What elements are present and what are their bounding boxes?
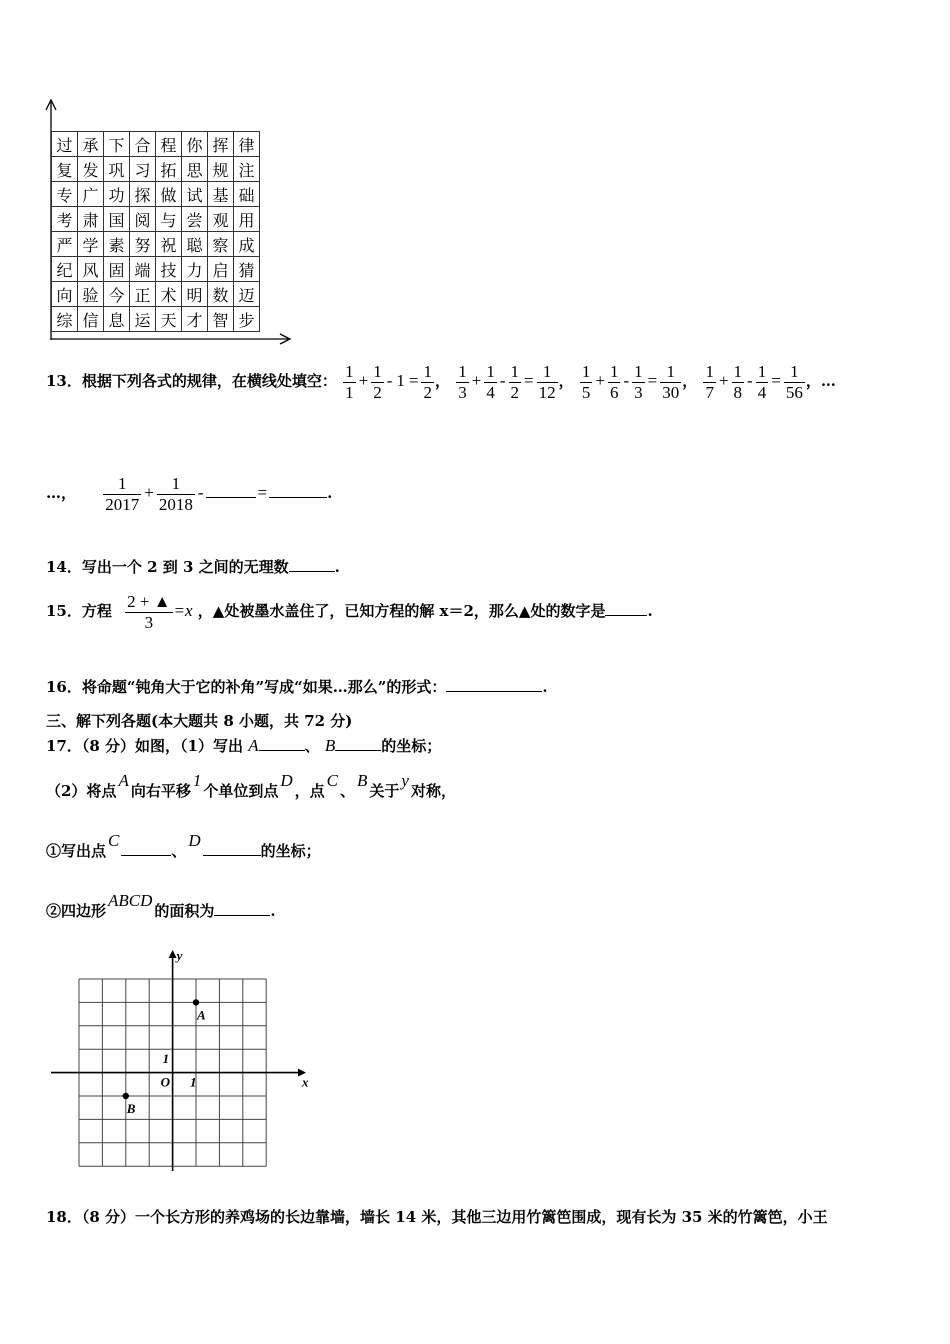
x-tick-label: 1 (190, 1074, 197, 1090)
grid-cell: 信 (78, 307, 104, 332)
answer-blank[interactable] (121, 841, 171, 856)
grid-cell: 固 (104, 257, 130, 282)
grid-cell: 正 (130, 282, 156, 307)
grid-cell: 聪 (182, 232, 208, 257)
question-16: 16．将命题“钝角大于它的补角”写成“如果…那么”的形式： . (46, 678, 548, 696)
grid-row (52, 282, 260, 307)
grid-cell: 律 (234, 132, 260, 157)
answer-blank[interactable] (335, 736, 381, 751)
grid-cell: 试 (182, 182, 208, 207)
grid-cell: 专 (52, 182, 78, 207)
grid-cell: 下 (104, 132, 130, 157)
grid-cell: 力 (182, 257, 208, 282)
grid-cell: 端 (130, 257, 156, 282)
grid-cell: 挥 (208, 132, 234, 157)
grid-cell: 明 (182, 282, 208, 307)
grid-cell: 运 (130, 307, 156, 332)
grid-cell: 迈 (234, 282, 260, 307)
grid-row (52, 307, 260, 332)
grid-cell: 才 (182, 307, 208, 332)
answer-blank[interactable] (446, 677, 542, 692)
grid-cell: 术 (156, 282, 182, 307)
question-17-part2-1: ①写出点C、D的坐标； (46, 831, 321, 860)
grid-cell: 功 (104, 182, 130, 207)
grid-cell: 注 (234, 157, 260, 182)
grid-cell: 合 (130, 132, 156, 157)
question-13-line2: …， $\frac{1}{2017}$ + $\frac{1}{2018}$ - = . (46, 474, 333, 514)
grid-row (52, 157, 260, 182)
grid-cell: 过 (52, 132, 78, 157)
grid-cell: 与 (156, 207, 182, 232)
grid-cell: 天 (156, 307, 182, 332)
answer-blank[interactable] (206, 483, 256, 498)
grid-cell: 你 (182, 132, 208, 157)
grid-cell: 础 (234, 182, 260, 207)
grid-cell: 观 (208, 207, 234, 232)
equation-rhs: =x (173, 601, 193, 621)
grid-cell: 阅 (130, 207, 156, 232)
grid-cell: 努 (130, 232, 156, 257)
fraction: $\frac{1}{3}$ (458, 362, 467, 402)
grid-cell: 尝 (182, 207, 208, 232)
grid-cell: 用 (234, 207, 260, 232)
fraction: $\frac{1}{2}$ (373, 362, 382, 402)
fraction: $\frac{1}{2018}$ (158, 474, 193, 514)
y-axis-arrow (169, 950, 177, 958)
grid-cell: 规 (208, 157, 234, 182)
grid-cell: 数 (208, 282, 234, 307)
coordinate-plane (46, 946, 316, 1176)
grid-cell: 成 (234, 232, 260, 257)
grid-row (52, 132, 260, 157)
grid-cell: 基 (208, 182, 234, 207)
fraction: $\frac{1}{3}$ (634, 362, 643, 402)
fraction: $\frac{1}{30}$ (662, 362, 680, 402)
section-title: 三、解下列各题(本大题共 8 小题，共 72 分) (46, 712, 353, 730)
point-a (193, 999, 199, 1005)
grid-cell: 祝 (156, 232, 182, 257)
grid-cell: 严 (52, 232, 78, 257)
answer-blank[interactable] (289, 557, 335, 572)
point-b (123, 1093, 129, 1099)
grid-cell: 风 (78, 257, 104, 282)
grid-cell: 程 (156, 132, 182, 157)
grid-cell: 探 (130, 182, 156, 207)
grid-cell: 习 (130, 157, 156, 182)
grid-cell: 素 (104, 232, 130, 257)
fraction: $\frac{1}{5}$ (581, 362, 591, 402)
fraction: $\frac{1}{8}$ (733, 362, 743, 402)
question-18: 18．（8 分）一个长方形的养鸡场的长边靠墙，墙长 14 米，其他三边用竹篱笆围成，现有长为 35 米的竹篱笆，小王 (46, 1208, 828, 1226)
grid-row (52, 257, 260, 282)
fraction: $\frac{1}{2017}$ (105, 474, 140, 514)
grid-cell: 智 (208, 307, 234, 332)
grid-cell: 纪 (52, 257, 78, 282)
question-13: 13．根据下列各式的规律，在横线处填空： $\frac{1}{1}$ + $\frac{1}{2}$ - 1 = $\frac{1}{2}$ ， $\frac{1}{3}$ + $\frac{1}{4}$ - $\frac{1}{2}$ = $\frac{1}{12}$ ， $\frac{1}{5}$ + $\frac{1}{6}$ - $\frac{1}{3}$ = $\frac{1}{30}$ ， $\frac{1}{7}$ + $\frac{1}{8}$ - $\frac{1}{4}$ = $\frac{1}{56}$ ，… (46, 362, 836, 402)
fraction: $\frac{1}{4}$ (486, 362, 495, 402)
grid-cell: 猜 (234, 257, 260, 282)
character-grid (51, 131, 260, 332)
answer-blank[interactable] (203, 841, 261, 856)
fraction: $\frac{1}{4}$ (757, 362, 767, 402)
grid-cell: 综 (52, 307, 78, 332)
grid-cell: 巩 (104, 157, 130, 182)
question-17-part2: （2）将点A向右平移1个单位到点D，点C、B关于y对称， (46, 771, 456, 800)
grid-cell: 承 (78, 132, 104, 157)
q13-prompt: 13．根据下列各式的规律，在横线处填空： (46, 372, 337, 391)
question-14: 14．写出一个 2 到 3 之间的无理数 . (46, 558, 340, 576)
fraction: $\frac{1}{56}$ (785, 362, 803, 402)
fraction: $\frac{1}{2}$ (510, 362, 519, 402)
point-a-label: A (197, 1007, 206, 1023)
answer-blank[interactable] (214, 901, 270, 916)
answer-blank[interactable] (605, 601, 647, 616)
grid-cell: 广 (78, 182, 104, 207)
y-axis-label: y (176, 948, 183, 963)
grid-cell: 做 (156, 182, 182, 207)
fraction: $\frac{1}{7}$ (705, 362, 714, 402)
grid-cell: 发 (78, 157, 104, 182)
fraction: $\frac{1}{12}$ (538, 362, 556, 402)
grid-cell: 肃 (78, 207, 104, 232)
grid-cell: 技 (156, 257, 182, 282)
fraction: $\frac{1}{1}$ (345, 362, 354, 402)
grid-cell: 复 (52, 157, 78, 182)
grid-cell: 验 (78, 282, 104, 307)
grid-row (52, 232, 260, 257)
grid-cell: 国 (104, 207, 130, 232)
y-tick-label: 1 (162, 1051, 170, 1067)
fraction: $\frac{1}{6}$ (609, 362, 619, 402)
grid-cell: 思 (182, 157, 208, 182)
grid-row (52, 182, 260, 207)
grid-cell: 今 (104, 282, 130, 307)
equation-fraction: $\frac{2 + ▲}{3}$ (127, 592, 171, 632)
fraction: $\frac{1}{2}$ (423, 362, 432, 402)
question-17-part2-2: ②四边形ABCD的面积为 . (46, 891, 276, 920)
grid-cell: 向 (52, 282, 78, 307)
grid-cell: 息 (104, 307, 130, 332)
answer-blank[interactable] (259, 736, 305, 751)
question-15: 15．方程 $\frac{2 + ▲}{3}$ =x ，▲处被墨水盖住了，已知方程的解 x＝2，那么▲处的数字是 . (46, 592, 653, 632)
origin-label: O (160, 1074, 170, 1090)
grid-cell: 拓 (156, 157, 182, 182)
question-17: 17．（8 分）如图，（1）写出 A 、 B 的坐标； (46, 736, 442, 755)
grid-cell: 察 (208, 232, 234, 257)
point-b-label: B (126, 1101, 136, 1116)
answer-blank[interactable] (269, 483, 327, 498)
grid-cell: 步 (234, 307, 260, 332)
grid-row (52, 207, 260, 232)
grid-cell: 考 (52, 207, 78, 232)
grid-cell: 学 (78, 232, 104, 257)
x-axis-label: x (302, 1074, 309, 1090)
grid-cell: 启 (208, 257, 234, 282)
